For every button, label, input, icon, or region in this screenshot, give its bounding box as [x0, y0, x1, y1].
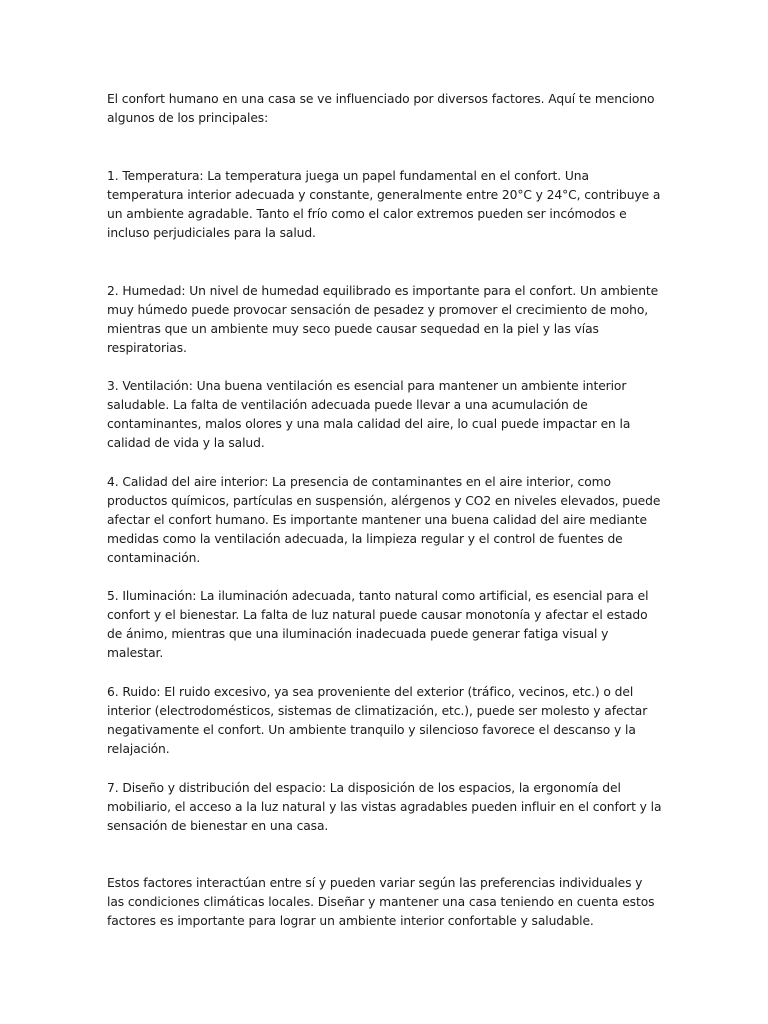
ventilation-paragraph: 3. Ventilación: Una buena ventilación es esencial para mantener un ambiente interior saludable. La falta de ventilación adecuada puede llevar a una acumulación de contaminantes, malos olores y una mala calidad del aire, lo cual puede impactar en la calidad de vida y la salud.: [107, 379, 631, 450]
space-design-paragraph: 7. Diseño y distribución del espacio: La disposición de los espacios, la ergonomía del mobiliario, el acceso a la luz natural y las vistas agradables pueden influir en el confort y la sensación de bienestar en una casa.: [107, 781, 662, 833]
conclusion-paragraph: Estos factores interactúan entre sí y pueden variar según las preferencias individuales y las condiciones climáticas locales. Diseñar y mantener una casa teniendo en cuenta estos factores es importante para lograr un ambiente interior confortable y saludable.: [107, 876, 655, 928]
humidity-paragraph: 2. Humedad: Un nivel de humedad equilibrado es importante para el confort. Un ambiente muy húmedo puede provocar sensación de pesadez y promover el crecimiento de moho, mientras que un ambiente muy seco puede causar sequedad en la piel y las vías respiratorias.: [107, 284, 659, 355]
air-quality-paragraph: 4. Calidad del aire interior: La presencia de contaminantes en el aire interior, como productos químicos, partículas en suspensión, alérgenos y CO2 en niveles elevados, puede afectar el confort humano. Es importante mantener una buena calidad del aire mediante medidas como la ventilación adecuada, la limpieza regular y el control de fuentes de contaminación.: [107, 475, 661, 565]
noise-paragraph: 6. Ruido: El ruido excesivo, ya sea proveniente del exterior (tráfico, vecinos, etc.) o del interior (electrodomésticos, sistemas de climatización, etc.), puede ser molesto y afectar negativamente el confort. Un ambiente tranquilo y silencioso favorece el descanso y la relajación.: [107, 685, 648, 756]
temperature-paragraph: 1. Temperatura: La temperatura juega un papel fundamental en el confort. Una temperatura interior adecuada y constante, generalmente entre 20°C y 24°C, contribuye a un ambiente agradable. Tanto el frío como el calor extremos pueden ser incómodos e incluso perjudiciales para la salud.: [107, 169, 661, 240]
intro-paragraph: El confort humano en una casa se ve influenciado por diversos factores. Aquí te menciono algunos de los principales:: [107, 92, 655, 125]
lighting-paragraph: 5. Iluminación: La iluminación adecuada, tanto natural como artificial, es esencial para el confort y el bienestar. La falta de luz natural puede causar monotonía y afectar el estado de ánimo, mientras que una iluminación inadecuada puede generar fatiga visual y malestar.: [107, 589, 649, 660]
